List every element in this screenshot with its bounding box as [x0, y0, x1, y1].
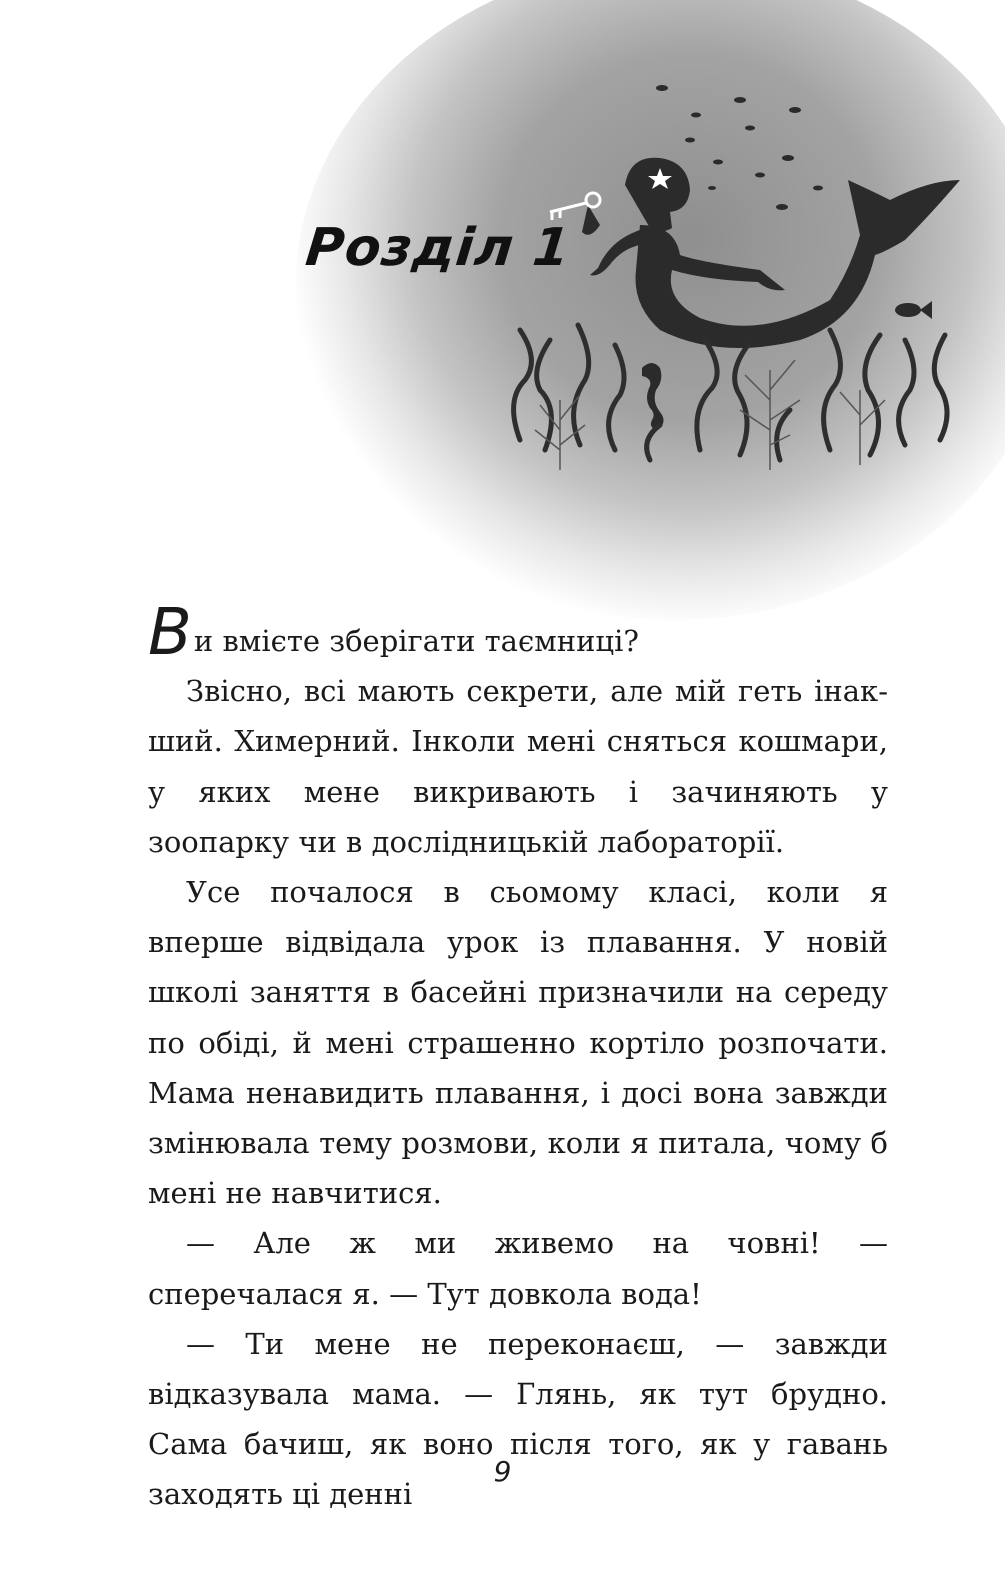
- seahorse-icon: [642, 363, 664, 430]
- drop-cap: В: [148, 596, 192, 670]
- mermaid-silhouette-icon: [582, 158, 960, 348]
- chapter-body: [148, 596, 888, 1520]
- paragraph: Звісно, всі мають секрети, але мій геть інакший. Химерний. Інколи мені сняться кошмари, у яких мене викривають і зачиняють у зоопарку чи в дослідницькій лабораторії.: [148, 674, 888, 859]
- chapter-illustration: [0, 0, 1005, 600]
- paragraph: [148, 596, 888, 670]
- fish-icon: [895, 301, 932, 319]
- paragraph: Усе почалося в сьомому класі, коли я вперше відвідала урок із плавання. У новій школі заняття в басейні призначили на середу по обіді, й мені страшенно кортіло розпочати. Мама ненавидить плавання, і досі вона завжди змінювала тему розмови, коли я питала, чому б мені не навчитися.: [148, 875, 888, 1211]
- paragraph-text: и вмієте зберігати таємниці?: [193, 624, 639, 658]
- paragraph: — Ти мене не переконаєш, — завжди відказувала мама. — Глянь, як тут брудно. Сама бачиш, як воно після того, як у гавань заходять ці денні: [148, 1326, 888, 1512]
- chapter-title: Розділ 1: [302, 218, 574, 278]
- page-number: 9: [493, 1455, 512, 1488]
- paragraph: — Але ж ми живемо на човні! — сперечалася я. — Тут довкола вода!: [148, 1226, 888, 1311]
